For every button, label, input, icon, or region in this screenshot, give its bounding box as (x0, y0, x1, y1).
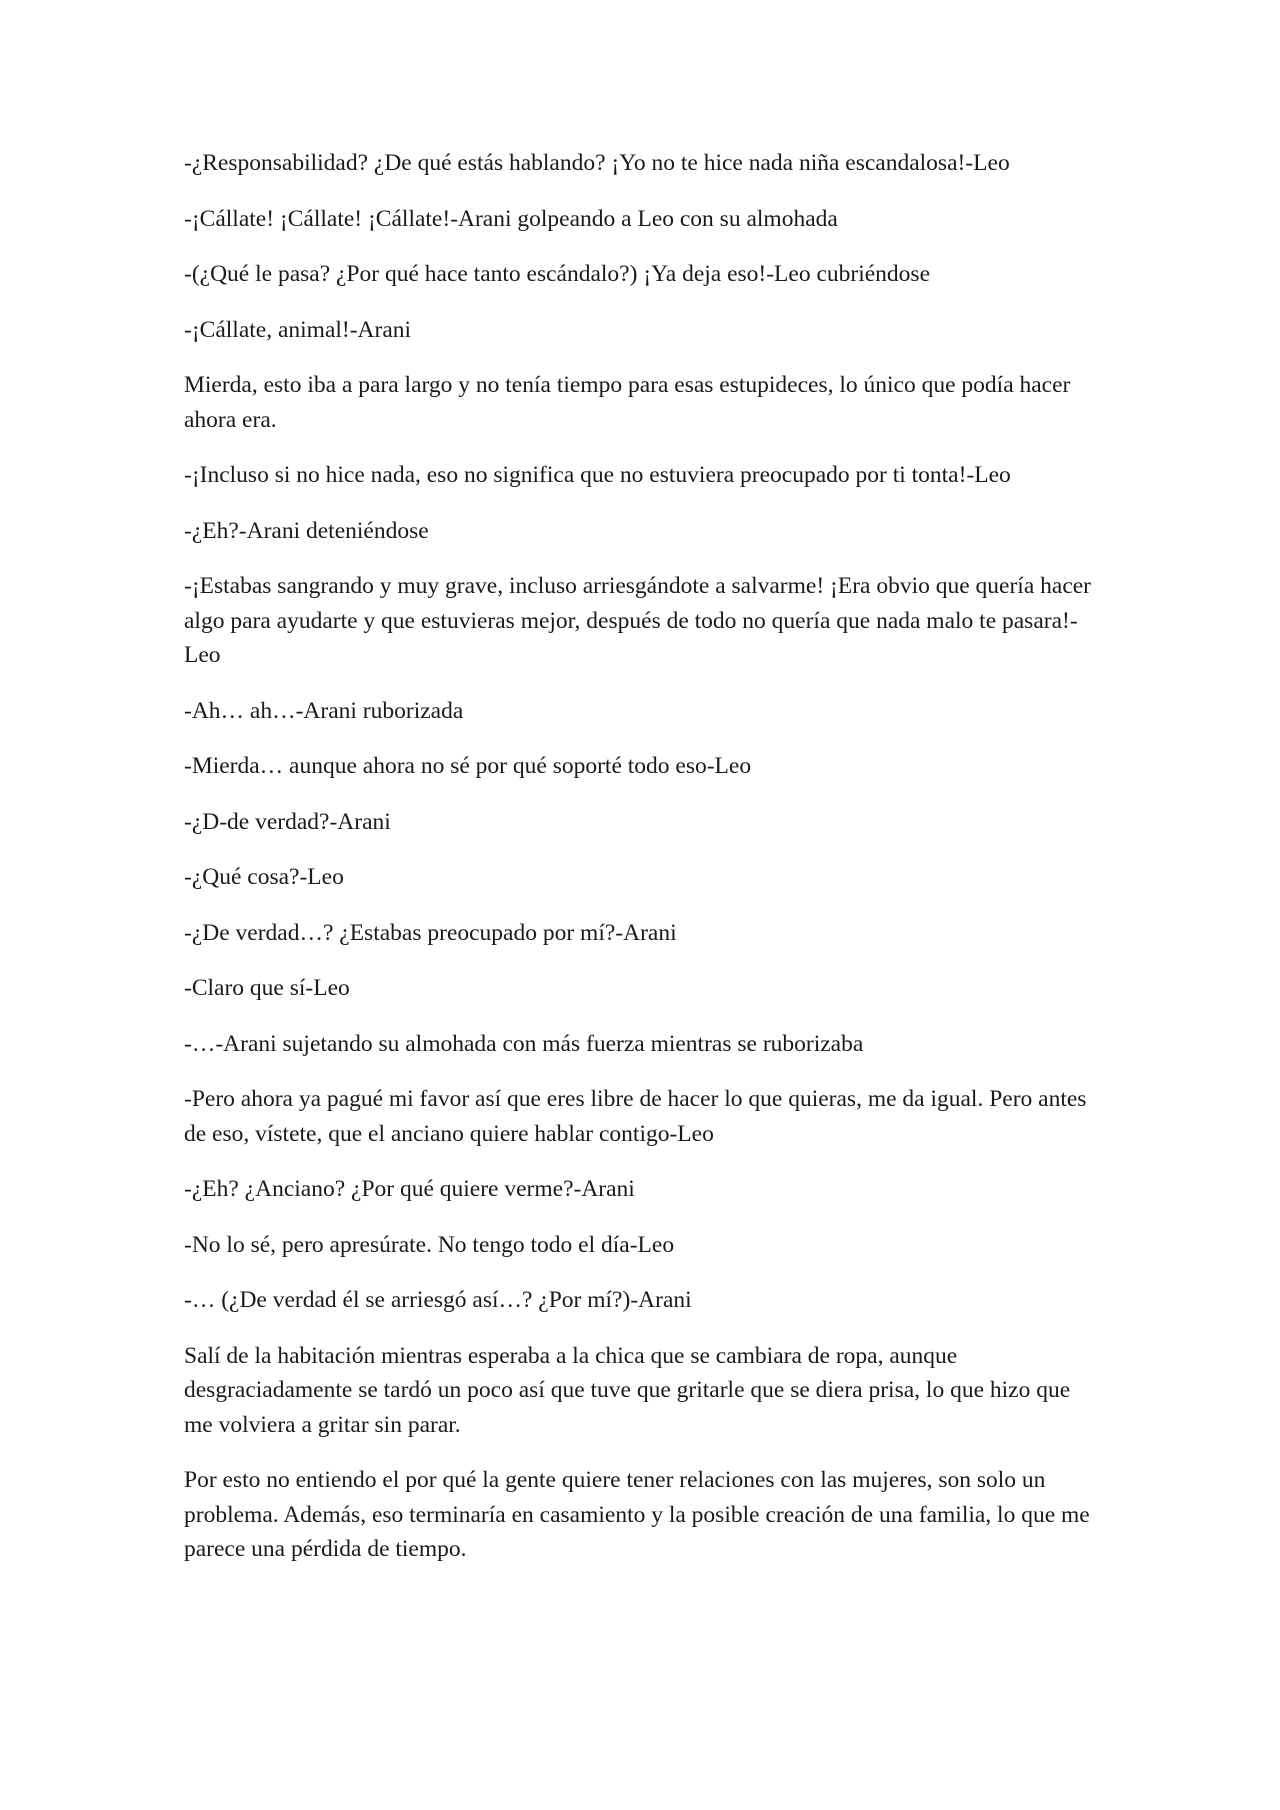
paragraph: Mierda, esto iba a para largo y no tenía tiempo para esas estupideces, lo único que podía hacer ahora era. (184, 372, 1071, 433)
document-body (184, 146, 1104, 1588)
paragraph: -…-Arani sujetando su almohada con más fuerza mientras se ruborizaba (184, 1030, 864, 1057)
paragraph: -¿Responsabilidad? ¿De qué estás hablando? ¡Yo no te hice nada niña escandalosa!-Leo (184, 150, 1010, 176)
paragraph: -No lo sé, pero apresúrate. No tengo todo el día-Leo (184, 1231, 675, 1258)
paragraph: -… (¿De verdad él se arriesgó así…? ¿Por mí?)-Arani (184, 1287, 692, 1313)
paragraph: Salí de la habitación mientras esperaba a la chica que se cambiara de ropa, aunque desgraciadamente se tardó un poco así que tuve que gritarle que se diera prisa, lo que hizo que me volviera a gritar sin parar. (184, 1342, 1071, 1438)
paragraph: -¿De verdad…? ¿Estabas preocupado por mí?-Arani (184, 919, 677, 946)
paragraph: -¿D-de verdad?-Arani (184, 808, 391, 835)
paragraph: -¡Cállate, animal!-Arani (184, 316, 412, 343)
paragraph: -Claro que sí-Leo (184, 975, 350, 1001)
paragraph: -Mierda… aunque ahora no sé por qué soporté todo eso-Leo (184, 753, 752, 779)
paragraph: -¿Qué cosa?-Leo (184, 864, 344, 890)
paragraph: -Ah… ah…-Arani ruborizada (184, 697, 464, 724)
paragraph: -¡Incluso si no hice nada, eso no significa que no estuviera preocupado por ti tonta!-Leo (184, 462, 1011, 488)
paragraph: -¿Eh?-Arani deteniéndose (184, 517, 429, 544)
paragraph: -¡Cállate! ¡Cállate! ¡Cállate!-Arani golpeando a Leo con su almohada (184, 205, 838, 232)
paragraph: -Pero ahora ya pagué mi favor así que eres libre de hacer lo que quieras, me da igual. Pero antes de eso, vístete, que el anciano quiere hablar contigo-Leo (184, 1086, 1087, 1147)
paragraph: -¿Eh? ¿Anciano? ¿Por qué quiere verme?-Arani (184, 1176, 635, 1202)
paragraph: -(¿Qué le pasa? ¿Por qué hace tanto escándalo?) ¡Ya deja eso!-Leo cubriéndose (184, 261, 931, 287)
paragraph: -¡Estabas sangrando y muy grave, incluso arriesgándote a salvarme! ¡Era obvio que quería hacer algo para ayudarte y que estuvieras mejor, después de todo no quería que nada malo te pasara!-Leo (184, 573, 1091, 668)
paragraph: Por esto no entiendo el por qué la gente quiere tener relaciones con las mujeres, son solo un problema. Además, eso terminaría en casamiento y la posible creación de una familia, lo que me parece una pérdida de tiempo. (184, 1467, 1090, 1562)
